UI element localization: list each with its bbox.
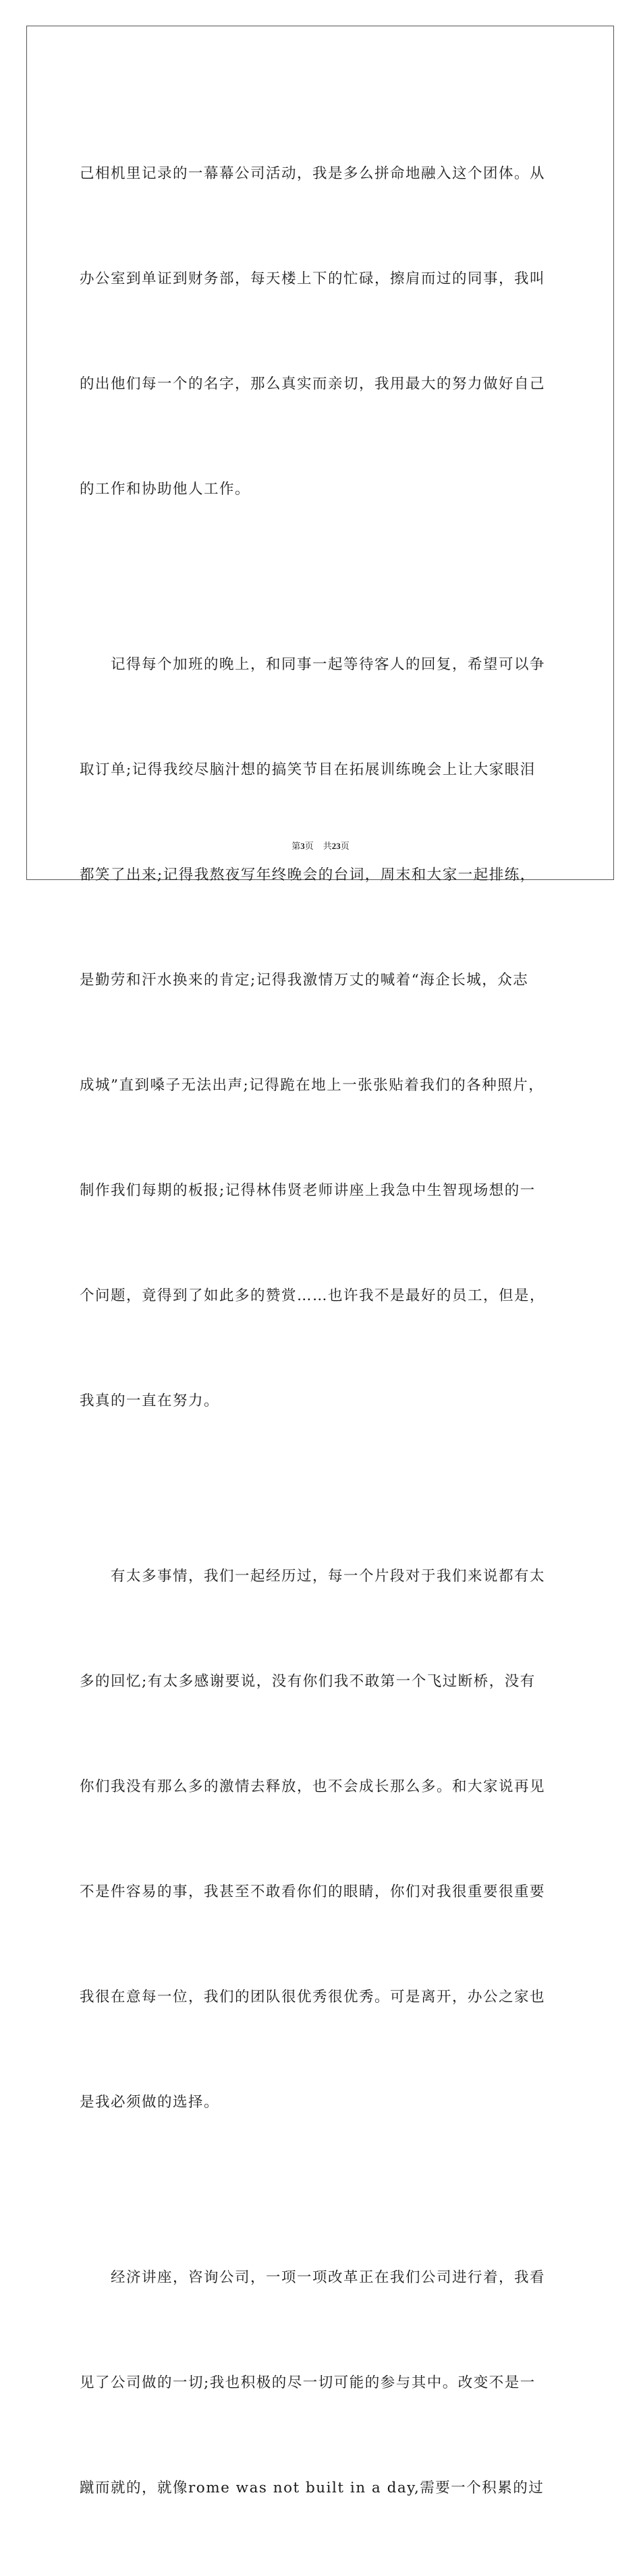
paragraph-1 (80, 86, 565, 577)
text-line: 都笑了出来;记得我熬夜写年终晚会的台词，周末和大家一起排练， (80, 867, 536, 883)
paragraph-2 (80, 577, 565, 1489)
text-line: 经济讲座，咨询公司，一项一项改革正在我们公司进行着，我看 (111, 2269, 546, 2286)
paragraph-4 (80, 2190, 565, 2576)
total-pages: 23 (331, 841, 341, 851)
text-line: 制作我们每期的板报;记得林伟贤老师讲座上我急中生智现场想的一 (80, 1182, 536, 1199)
text-line: 成城”直到嗓子无法出声;记得跪在地上一张张贴着我们的各种照片， (80, 1077, 545, 1094)
text-line: 己相机里记录的一幕幕公司活动，我是多么拼命地融入这个团体。从 (80, 165, 546, 182)
text-line: 是勤劳和汗水换来的肯定;记得我激情万丈的喊着“海企长城，众志 (80, 972, 529, 989)
text-line: 有太多事情，我们一起经历过，每一个片段对于我们来说都有太 (111, 1568, 546, 1585)
text-line: 多的回忆;有太多感谢要说，没有你们我不敢第一个飞过断桥，没有 (80, 1673, 536, 1690)
text-line: 是我必须做的选择。 (80, 2094, 220, 2111)
text-line: 我很在意每一位，我们的团队很优秀很优秀。可是离开，办公之家也 (80, 1989, 546, 2006)
page-number: 3 (300, 841, 305, 851)
page-suffix: 页 (304, 842, 314, 852)
text-line: 我真的一直在努力。 (80, 1393, 220, 1409)
page-prefix: 第 (291, 842, 301, 852)
document-body (80, 86, 565, 2576)
text-line: 蹴而就的，就像rome was not built in a day,需要一个积累的过 (80, 2480, 545, 2496)
paragraph-3 (80, 1489, 565, 2190)
text-line: 记得每个加班的晚上，和同事一起等待客人的回复，希望可以争 (111, 656, 546, 673)
total-suffix: 页 (340, 842, 350, 852)
text-line: 的出他们每一个的名字，那么真实而亲切，我用最大的努力做好自己 (80, 376, 546, 392)
total-prefix: 共 (323, 842, 332, 852)
text-line: 办公室到单证到财务部，每天楼上下的忙碌，擦肩而过的同事，我叫 (80, 270, 546, 287)
text-line: 取订单;记得我绞尽脑汁想的搞笑节目在拓展训练晚会上让大家眼泪 (80, 761, 536, 778)
page-footer (0, 839, 641, 852)
text-line: 不是件容易的事，我甚至不敢看你们的眼睛，你们对我很重要很重要 (80, 1883, 546, 1900)
text-line: 的工作和协助他人工作。 (80, 481, 251, 498)
text-line: 你们我没有那么多的激情去释放，也不会成长那么多。和大家说再见 (80, 1778, 546, 1795)
text-line: 个问题，竟得到了如此多的赞赏……也许我不是最好的员工，但是， (80, 1287, 546, 1304)
text-line: 见了公司做的一切;我也积极的尽一切可能的参与其中。改变不是一 (80, 2374, 536, 2391)
